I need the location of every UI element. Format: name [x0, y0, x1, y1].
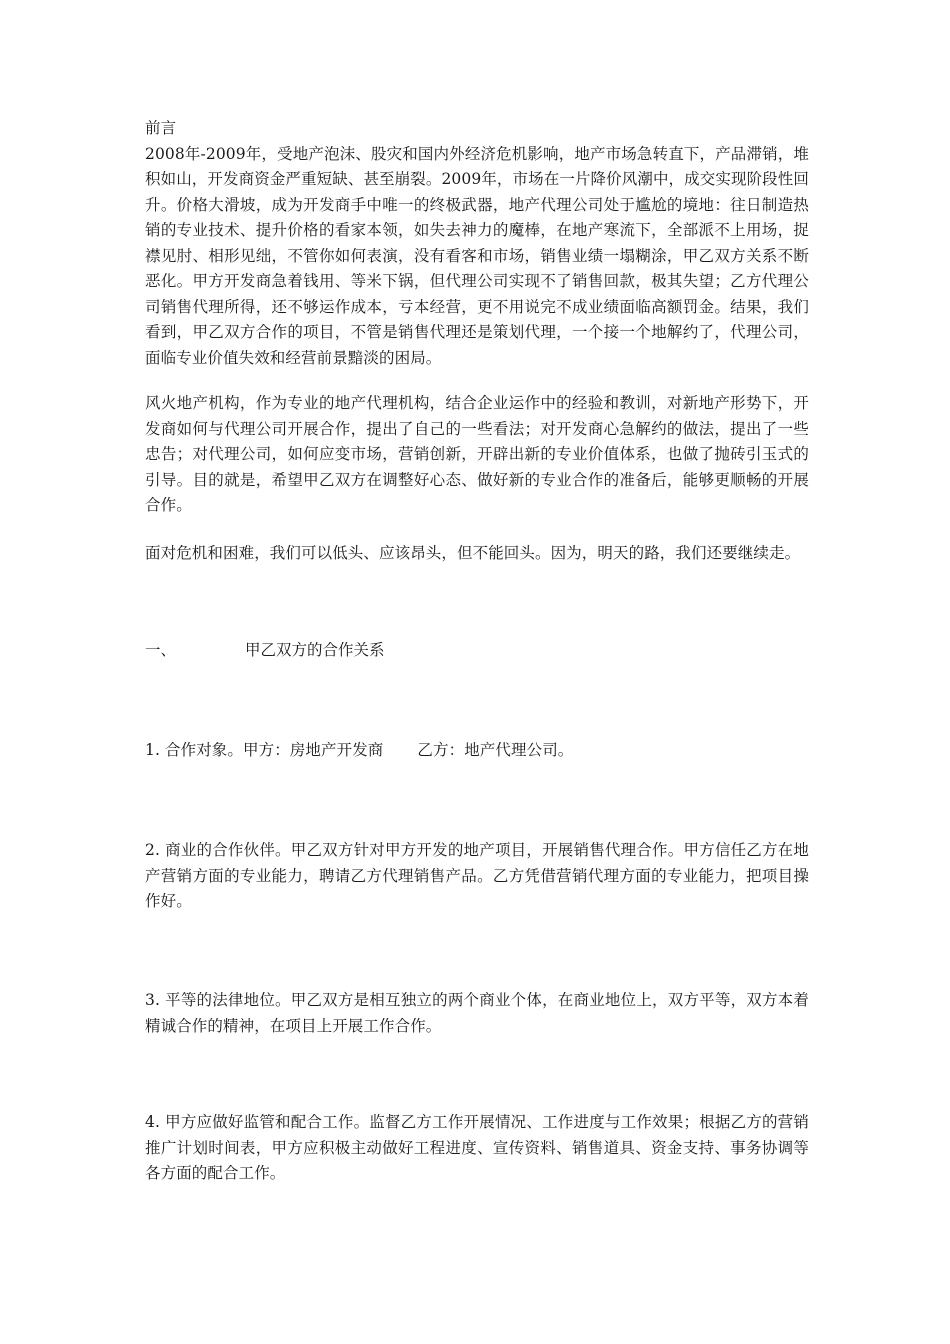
list-item-2 [145, 838, 809, 915]
list-item-1 [145, 738, 809, 764]
list-item-text: 商业的合作伙伴。甲乙双方针对甲方开发的地产项目，开展销售代理合作。甲方信任乙方在地产营销方面的专业能力，聘请乙方代理销售产品。乙方凭借营销代理方面的专业能力，把项目操作好。 [145, 841, 809, 910]
section-heading [145, 638, 809, 664]
list-item-number: 3. [145, 991, 160, 1009]
preface-paragraph-3: 面对危机和困难，我们可以低头、应该昂头，但不能回头。因为，明天的路，我们还要继续走。 [145, 544, 801, 562]
list-item-4 [145, 1110, 809, 1187]
list-item-text: 甲方应做好监管和配合工作。监督乙方工作开展情况、工作进度与工作效果；根据乙方的营销推广计划时间表，甲方应积极主动做好工程进度、宣传资料、销售道具、资金支持、事务协调等各方面的配合工作。 [145, 1113, 809, 1182]
list-item-text: 平等的法律地位。甲乙双方是相互独立的两个商业个体，在商业地位上，双方平等，双方本着精诚合作的精神，在项目上开展工作合作。 [145, 991, 809, 1035]
preface-paragraph-2: 风火地产机构，作为专业的地产代理机构，结合企业运作中的经验和教训，对新地产形势下，开发商如何与代理公司开展合作，提出了自己的一些看法；对开发商心急解约的做法，提出了一些忠告；对代理公司，如何应变市场，营销创新，开辟出新的专业价值体系，也做了抛砖引玉式的引导。目的就是，希望甲乙双方在调整好心态、做好新的专业合作的准备后，能够更顺畅的开展合作。 [145, 394, 809, 514]
list-item-text: 乙方：地产代理公司。 [417, 741, 574, 759]
preface-paragraph-1: 2008年-2009年，受地产泡沫、股灾和国内外经济危机影响，地产市场急转直下，产品滞销，堆积如山，开发商资金严重短缺、甚至崩裂。2009年，市场在一片降价风潮中，成交实现阶段性回升。价格大滑坡，成为开发商手中唯一的终极武器，地产代理公司处于尴尬的境地：往日制造热销的专业技术、提升价格的看家本领，如失去神力的魔棒，在地产寒流下，全部派不上用场，捉襟见肘、相形见绌，不管你如何表演，没有看客和市场，销售业绩一塌糊涂，甲乙双方关系不断恶化。甲方开发商急着钱用、等米下锅，但代理公司实现不了销售回款，极其失望；乙方代理公司销售代理所得，还不够运作成本，亏本经营，更不用说完不成业绩面临高额罚金。结果，我们看到，甲乙双方合作的项目，不管是销售代理还是策划代理，一个接一个地解约了，代理公司，面临专业价值失效和经营前景黯淡的困局。 [145, 144, 809, 367]
preface-title: 前言 [145, 119, 177, 137]
section-number: 一、 [145, 641, 177, 659]
list-item-number: 2. [145, 841, 160, 859]
section-title: 甲乙双方的合作关系 [245, 641, 385, 659]
list-item-text: 合作对象。甲方：房地产开发商 [165, 741, 384, 759]
list-item-number: 4. [145, 1113, 160, 1131]
list-item-3 [145, 988, 809, 1039]
list-item-number: 1. [145, 741, 160, 759]
preface-block [145, 116, 809, 371]
